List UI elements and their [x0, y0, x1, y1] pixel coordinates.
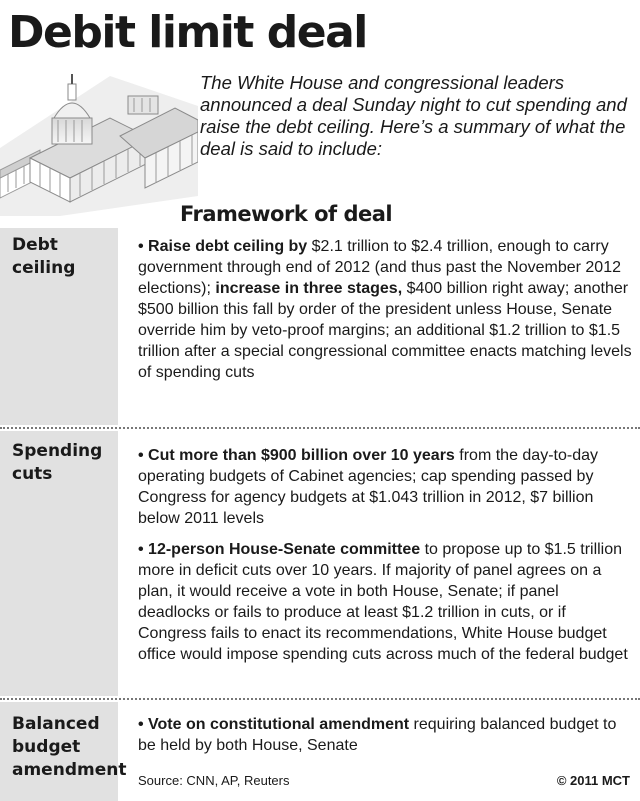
item-bold: • Raise debt ceiling by	[138, 238, 308, 255]
section-label-spending-cuts: Spending cuts	[12, 441, 103, 484]
item-bold: • Vote on constitutional amendment	[138, 716, 410, 733]
item-bold: • Cut more than $900 billion over 10 years	[138, 447, 455, 464]
section-divider	[0, 698, 640, 700]
section-label-balanced-budget: Balanced budget amendment	[12, 714, 127, 780]
item-bold: increase in three stages,	[215, 280, 403, 297]
copyright-credit: © 2011 MCT	[556, 773, 630, 788]
intro-paragraph: The White House and congressional leaders announced a deal Sunday night to cut spending and raise the debt ceiling. Here’s a summary of what the deal is said to include:	[200, 72, 627, 159]
page-title: Debit limit deal	[8, 7, 367, 58]
item-text: $2.1 trillion to $2.4 trillion, enough to carry government through end of 2012 (and thus past the November 2012 elections);	[138, 238, 621, 297]
spending-cuts-item-1	[138, 445, 634, 529]
balanced-budget-item	[138, 714, 634, 756]
capitol-building-icon	[0, 66, 198, 216]
framework-heading: Framework of deal	[180, 202, 393, 226]
item-text: $400 billion right away; another $500 billion this fall by order of the president unless House, Senate override him by veto-proof margins; an additional $1.2 trillion to $1.5 trillion after a special congressional committee enacts matching levels of spending cuts	[138, 280, 632, 381]
section-label-debt-ceiling: Debt ceiling	[12, 235, 76, 278]
item-text: requiring balanced budget to be held by both House, Senate	[138, 716, 617, 754]
item-text: from the day-to-day operating budgets of Cabinet agencies; cap spending passed by Congress for agency budgets at $1.043 trillion in 2012, $7 billion below 2011 levels	[138, 447, 598, 527]
debt-ceiling-item	[138, 236, 634, 383]
spending-cuts-item-2	[138, 539, 634, 665]
item-text: to propose up to $1.5 trillion more in deficit cuts over 10 years. If majority of panel agrees on a plan, it would receive a vote in both House, Senate; if panel deadlocks or fails to produce at least $1.2 trillion in cuts, or if Congress fails to enact its recommendations, White House budget office would impose spending cuts across much of the federal budget	[138, 541, 628, 663]
section-divider	[0, 427, 640, 429]
item-bold: • 12-person House-Senate committee	[138, 541, 421, 558]
source-note: Source: CNN, AP, Reuters	[138, 773, 290, 788]
